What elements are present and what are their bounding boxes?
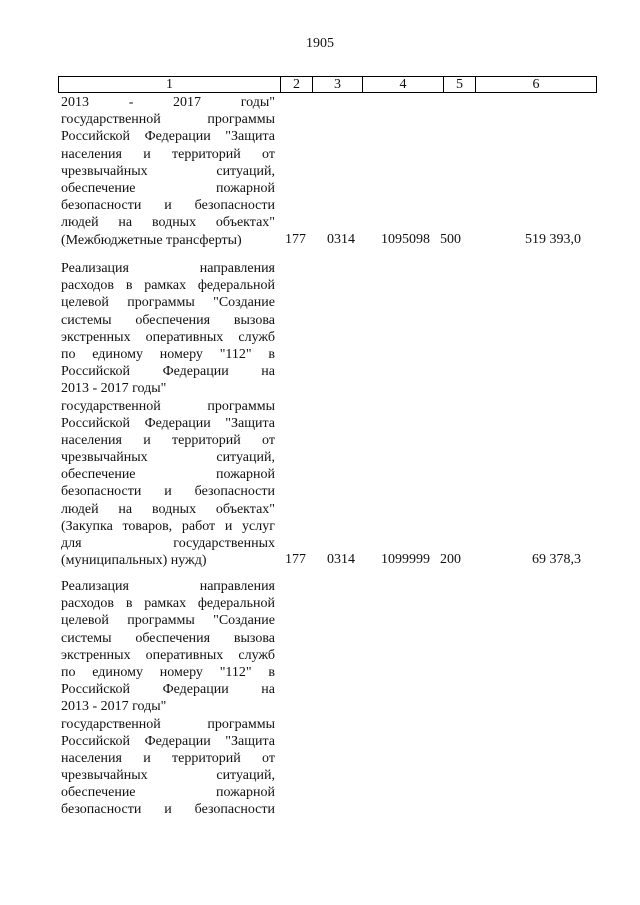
description-line: целевой программы "Создание — [61, 613, 275, 629]
section-code: 0314 — [327, 232, 355, 247]
description-line: обеспечение пожарной — [61, 467, 275, 483]
description-line: системы обеспечения вызова — [61, 312, 275, 328]
description-line: для государственных — [61, 536, 275, 551]
row-description — [61, 94, 275, 249]
column-header-row — [59, 77, 597, 93]
description-line: Российской Федерации "Защита — [61, 415, 275, 431]
description-line: людей на водных объектах" — [61, 215, 275, 231]
description-line: Реализация направления — [61, 579, 275, 594]
description-line: чрезвычайных ситуаций, — [61, 163, 275, 179]
column-header-3: 3 — [313, 77, 363, 93]
column-header-4: 4 — [363, 77, 444, 93]
description-line: по единому номеру "112" в — [61, 664, 275, 680]
target-article-code: 1099999 — [381, 552, 430, 567]
ved-code: 177 — [285, 552, 306, 567]
description-line: государственной программы — [61, 398, 275, 414]
description-line: обеспечение пожарной — [61, 785, 275, 801]
description-line: людей на водных объектах" — [61, 501, 275, 517]
row-description — [61, 578, 275, 819]
description-line: безопасности и безопасности — [61, 484, 275, 500]
description-line: системы обеспечения вызова — [61, 630, 275, 646]
description-line: Российской Федерации на — [61, 364, 275, 380]
description-line: по единому номеру "112" в — [61, 346, 275, 362]
description-line: экстренных оперативных служб — [61, 329, 275, 345]
column-header-table — [58, 76, 597, 93]
column-header-2: 2 — [281, 77, 313, 93]
description-line: населения и территорий от — [61, 432, 275, 448]
description-line: (Закупка товаров, работ и услуг — [61, 518, 275, 534]
description-line: чрезвычайных ситуаций, — [61, 768, 275, 784]
column-header-1: 1 — [59, 77, 281, 93]
description-line: (Межбюджетные трансферты) — [61, 232, 242, 248]
description-line: 2013 - 2017 годы" — [61, 381, 167, 397]
description-line: Российской Федерации "Защита — [61, 129, 275, 145]
description-line: обеспечение пожарной — [61, 180, 275, 196]
amount-value: 69 378,3 — [532, 552, 581, 567]
description-line: целевой программы "Создание — [61, 295, 275, 311]
page-number: 1905 — [306, 36, 334, 51]
description-line: экстренных оперативных служб — [61, 647, 275, 663]
description-line: (муниципальных) нужд) — [61, 553, 207, 569]
column-header-5: 5 — [444, 77, 476, 93]
description-line: чрезвычайных ситуаций, — [61, 450, 275, 466]
section-code: 0314 — [327, 552, 355, 567]
description-line: государственной программы — [61, 716, 275, 732]
description-line: 2013 - 2017 годы" — [61, 699, 167, 715]
description-line: 2013 - 2017 годы" — [61, 95, 275, 110]
ved-code: 177 — [285, 232, 306, 247]
column-header-6: 6 — [476, 77, 597, 93]
target-article-code: 1095098 — [381, 232, 430, 247]
description-line: Российской Федерации "Защита — [61, 733, 275, 749]
description-line: расходов в рамках федеральной — [61, 278, 275, 294]
description-line: населения и территорий от — [61, 146, 275, 162]
expense-type-code: 500 — [440, 232, 461, 247]
row-description — [61, 260, 275, 569]
description-line: безопасности и безопасности — [61, 802, 275, 818]
description-line: Реализация направления — [61, 261, 275, 276]
description-line: расходов в рамках федеральной — [61, 596, 275, 612]
description-line: населения и территорий от — [61, 750, 275, 766]
description-line: государственной программы — [61, 112, 275, 128]
expense-type-code: 200 — [440, 552, 461, 567]
description-line: Российской Федерации на — [61, 682, 275, 698]
description-line: безопасности и безопасности — [61, 198, 275, 214]
amount-value: 519 393,0 — [525, 232, 581, 247]
